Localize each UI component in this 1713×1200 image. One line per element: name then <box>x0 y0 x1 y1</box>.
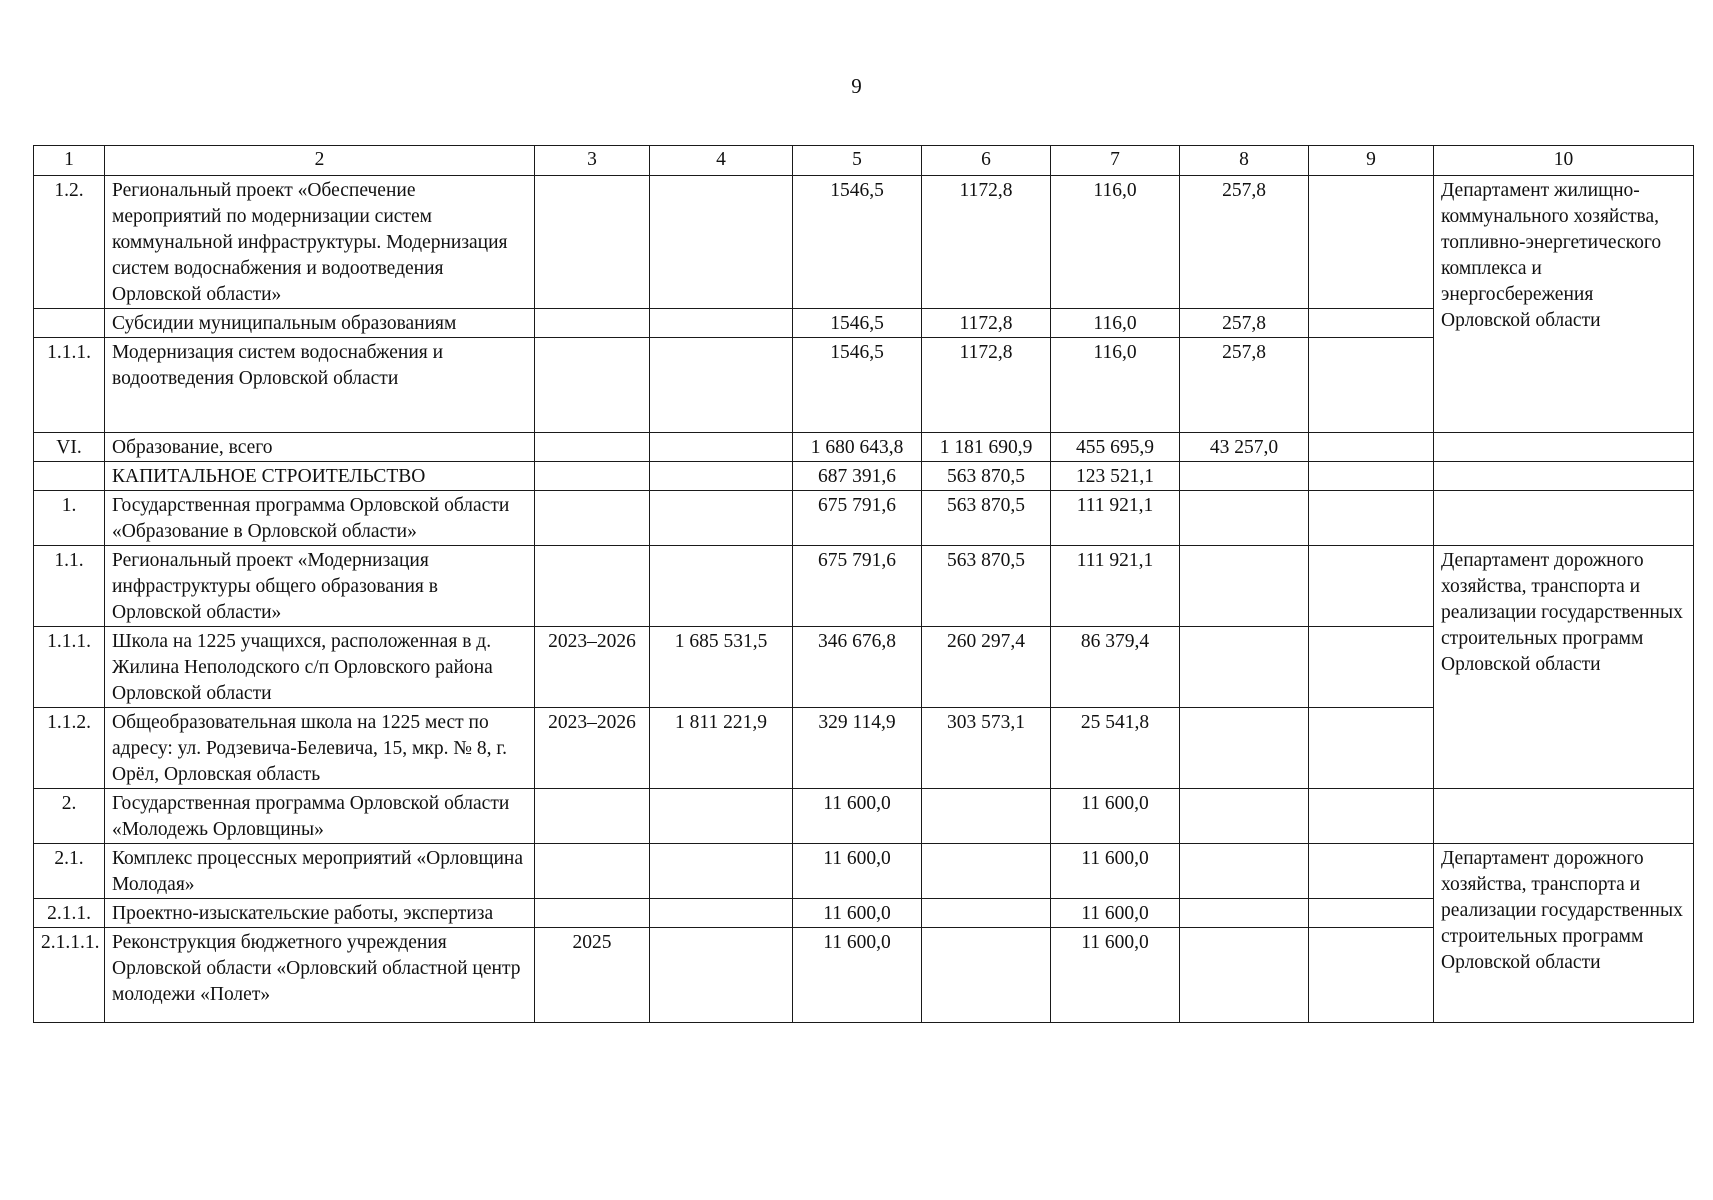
cell-col3 <box>535 789 650 844</box>
cell-col6 <box>922 928 1051 1023</box>
cell-col7: 123 521,1 <box>1051 462 1180 491</box>
row-name: Реконструкция бюджетного учреждения Орловской области «Орловский областной центр молодежи «Полет» <box>105 928 535 1023</box>
cell-col9 <box>1309 899 1434 928</box>
responsible-department <box>1434 491 1694 546</box>
header-cell: 5 <box>793 146 922 176</box>
cell-col9 <box>1309 789 1434 844</box>
table-row <box>34 462 1694 491</box>
cell-col6: 1172,8 <box>922 176 1051 309</box>
cell-col9 <box>1309 708 1434 789</box>
cell-col5: 1546,5 <box>793 309 922 338</box>
cell-col8: 43 257,0 <box>1180 433 1309 462</box>
cell-col7: 86 379,4 <box>1051 627 1180 708</box>
cell-col5: 329 114,9 <box>793 708 922 789</box>
row-number: 2.1. <box>34 844 105 899</box>
budget-table <box>33 145 1694 1023</box>
header-cell: 8 <box>1180 146 1309 176</box>
cell-col7: 11 600,0 <box>1051 844 1180 899</box>
row-number: VI. <box>34 433 105 462</box>
cell-col3 <box>535 176 650 309</box>
cell-col6 <box>922 789 1051 844</box>
cell-col7: 455 695,9 <box>1051 433 1180 462</box>
row-name: Образование, всего <box>105 433 535 462</box>
row-number <box>34 462 105 491</box>
cell-col8: 257,8 <box>1180 309 1309 338</box>
cell-col4 <box>650 338 793 433</box>
responsible-department <box>1434 433 1694 462</box>
cell-col3: 2023–2026 <box>535 627 650 708</box>
cell-col8 <box>1180 928 1309 1023</box>
cell-col4: 1 685 531,5 <box>650 627 793 708</box>
cell-col3 <box>535 899 650 928</box>
cell-col3 <box>535 491 650 546</box>
row-name: Государственная программа Орловской области «Молодежь Орловщины» <box>105 789 535 844</box>
cell-col9 <box>1309 433 1434 462</box>
cell-col4 <box>650 176 793 309</box>
cell-col5: 11 600,0 <box>793 928 922 1023</box>
header-cell: 2 <box>105 146 535 176</box>
cell-col6: 260 297,4 <box>922 627 1051 708</box>
cell-col8 <box>1180 546 1309 627</box>
cell-col5: 687 391,6 <box>793 462 922 491</box>
cell-col9 <box>1309 176 1434 309</box>
row-name: КАПИТАЛЬНОЕ СТРОИТЕЛЬСТВО <box>105 462 535 491</box>
table-row <box>34 176 1694 309</box>
cell-col3: 2023–2026 <box>535 708 650 789</box>
cell-col7: 25 541,8 <box>1051 708 1180 789</box>
cell-col3 <box>535 844 650 899</box>
row-name: Региональный проект «Модернизация инфраструктуры общего образования в Орловской области» <box>105 546 535 627</box>
table-row <box>34 433 1694 462</box>
row-number: 1.1.1. <box>34 627 105 708</box>
cell-col4 <box>650 309 793 338</box>
row-name: Комплекс процессных мероприятий «Орловщина Молодая» <box>105 844 535 899</box>
cell-col7: 11 600,0 <box>1051 899 1180 928</box>
cell-col8: 257,8 <box>1180 338 1309 433</box>
cell-col9 <box>1309 462 1434 491</box>
cell-col6: 563 870,5 <box>922 462 1051 491</box>
cell-col4 <box>650 928 793 1023</box>
cell-col3 <box>535 433 650 462</box>
cell-col8 <box>1180 462 1309 491</box>
responsible-department: Департамент дорожного хозяйства, транспорта и реализации государственных строительных программ Орловской области <box>1434 546 1694 789</box>
row-name: Субсидии муниципальным образованиям <box>105 309 535 338</box>
cell-col6: 563 870,5 <box>922 491 1051 546</box>
row-name: Региональный проект «Обеспечение мероприятий по модернизации систем коммунальной инфраструктуры. Модернизация систем водоснабжения и водоотведения Орловской области» <box>105 176 535 309</box>
row-name: Модернизация систем водоснабжения и водоотведения Орловской области <box>105 338 535 433</box>
cell-col4 <box>650 433 793 462</box>
cell-col5: 1546,5 <box>793 338 922 433</box>
cell-col4 <box>650 491 793 546</box>
cell-col9 <box>1309 338 1434 433</box>
cell-col5: 11 600,0 <box>793 789 922 844</box>
header-cell: 7 <box>1051 146 1180 176</box>
row-name: Общеобразовательная школа на 1225 мест по адресу: ул. Родзевича-Белевича, 15, мкр. № 8, г. Орёл, Орловская область <box>105 708 535 789</box>
row-number: 1.2. <box>34 176 105 309</box>
cell-col4 <box>650 546 793 627</box>
cell-col6: 1172,8 <box>922 309 1051 338</box>
row-number: 2.1.1. <box>34 899 105 928</box>
cell-col5: 11 600,0 <box>793 844 922 899</box>
table-row <box>34 546 1694 627</box>
header-row <box>34 146 1694 176</box>
cell-col6 <box>922 844 1051 899</box>
cell-col3 <box>535 338 650 433</box>
cell-col7: 111 921,1 <box>1051 491 1180 546</box>
cell-col7: 116,0 <box>1051 338 1180 433</box>
row-number: 2.1.1.1. <box>34 928 105 1023</box>
header-cell: 4 <box>650 146 793 176</box>
page-number: 9 <box>851 74 862 98</box>
row-number: 1.1. <box>34 546 105 627</box>
cell-col9 <box>1309 627 1434 708</box>
cell-col6: 563 870,5 <box>922 546 1051 627</box>
cell-col4: 1 811 221,9 <box>650 708 793 789</box>
cell-col9 <box>1309 309 1434 338</box>
cell-col9 <box>1309 844 1434 899</box>
cell-col5: 675 791,6 <box>793 546 922 627</box>
row-number: 1.1.1. <box>34 338 105 433</box>
row-number: 1.1.2. <box>34 708 105 789</box>
responsible-department: Департамент дорожного хозяйства, транспорта и реализации государственных строительных программ Орловской области <box>1434 844 1694 1023</box>
cell-col3 <box>535 309 650 338</box>
table-row <box>34 789 1694 844</box>
header-cell: 9 <box>1309 146 1434 176</box>
cell-col9 <box>1309 491 1434 546</box>
cell-col7: 11 600,0 <box>1051 789 1180 844</box>
table-row <box>34 491 1694 546</box>
cell-col8 <box>1180 789 1309 844</box>
cell-col9 <box>1309 546 1434 627</box>
cell-col4 <box>650 844 793 899</box>
cell-col5: 346 676,8 <box>793 627 922 708</box>
cell-col4 <box>650 899 793 928</box>
cell-col3 <box>535 546 650 627</box>
cell-col6: 1172,8 <box>922 338 1051 433</box>
row-number: 2. <box>34 789 105 844</box>
cell-col6: 1 181 690,9 <box>922 433 1051 462</box>
cell-col7: 116,0 <box>1051 176 1180 309</box>
cell-col4 <box>650 462 793 491</box>
cell-col8 <box>1180 491 1309 546</box>
row-number <box>34 309 105 338</box>
cell-col5: 675 791,6 <box>793 491 922 546</box>
header-cell: 1 <box>34 146 105 176</box>
cell-col7: 116,0 <box>1051 309 1180 338</box>
header-cell: 10 <box>1434 146 1694 176</box>
cell-col8 <box>1180 708 1309 789</box>
row-name: Проектно-изыскательские работы, экспертиза <box>105 899 535 928</box>
cell-col5: 1546,5 <box>793 176 922 309</box>
header-cell: 6 <box>922 146 1051 176</box>
cell-col8 <box>1180 899 1309 928</box>
row-name: Школа на 1225 учащихся, расположенная в д. Жилина Неполодского с/п Орловского района Орловской области <box>105 627 535 708</box>
cell-col8: 257,8 <box>1180 176 1309 309</box>
responsible-department: Департамент жилищно-коммунального хозяйства, топливно-энергетического комплекса и энергосбережения Орловской области <box>1434 176 1694 433</box>
cell-col5: 1 680 643,8 <box>793 433 922 462</box>
table-row <box>34 844 1694 899</box>
cell-col7: 111 921,1 <box>1051 546 1180 627</box>
cell-col6 <box>922 899 1051 928</box>
cell-col4 <box>650 789 793 844</box>
header-cell: 3 <box>535 146 650 176</box>
cell-col3: 2025 <box>535 928 650 1023</box>
cell-col7: 11 600,0 <box>1051 928 1180 1023</box>
cell-col5: 11 600,0 <box>793 899 922 928</box>
responsible-department <box>1434 789 1694 844</box>
responsible-department <box>1434 462 1694 491</box>
cell-col9 <box>1309 928 1434 1023</box>
cell-col8 <box>1180 844 1309 899</box>
cell-col3 <box>535 462 650 491</box>
row-name: Государственная программа Орловской области «Образование в Орловской области» <box>105 491 535 546</box>
row-number: 1. <box>34 491 105 546</box>
cell-col8 <box>1180 627 1309 708</box>
cell-col6: 303 573,1 <box>922 708 1051 789</box>
